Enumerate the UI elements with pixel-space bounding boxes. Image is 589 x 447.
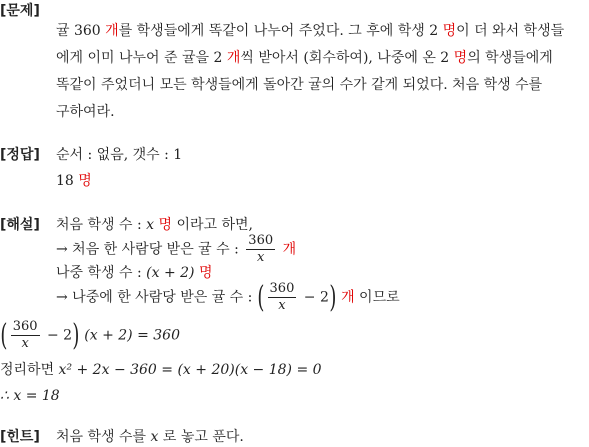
solution-line-5: ( $\frac{360}{x}$ − 2) (x + 2) = 360: [0, 317, 180, 353]
problem-line-1: 귤 360 개를 학생들에게 똑같이 나누어 주었다. 그 후에 학생 2 명이 더 와서 학생들: [56, 23, 565, 39]
solution-line-1: 처음 학생 수 : x 명 이라고 하면,: [56, 217, 254, 233]
solution-line-7: ∴ x = 18: [0, 388, 60, 404]
solution-line-6: 정리하면 x² + 2x − 360 = (x + 20)(x − 18) = 0: [0, 362, 322, 378]
fraction: $\frac{360}{x}$: [12, 319, 38, 351]
answer-line-2: 18 명: [56, 173, 92, 189]
fraction: $\frac{360}{x}$: [248, 233, 274, 265]
answer-line-1: 순서 : 없음, 갯수 : 1: [56, 147, 183, 163]
fraction: $\frac{360}{x}$: [269, 281, 295, 313]
problem-line-2: 에게 이미 나누어 준 귤을 2 개씩 받아서 (회수하여), 나중에 온 2 명의 학생들에게: [56, 50, 553, 66]
answer-tag: [정답]: [0, 147, 40, 163]
solution-line-3: 나중 학생 수 : (x + 2) 명: [56, 265, 213, 281]
solution-tag: [해설]: [0, 217, 40, 233]
problem-line-3: 똑같이 주었더니 모든 학생들에게 돌아간 귤의 수가 같게 되었다. 처음 학생 수를: [56, 77, 543, 93]
solution-line-2: → 처음 한 사람당 받은 귤 수 : $\frac{360}{x}$ 개: [56, 233, 297, 265]
problem-tag: [문제]: [0, 3, 40, 19]
hint-tag: [힌트]: [0, 429, 40, 445]
solution-line-4: → 나중에 한 사람당 받은 귤 수 : ( $\frac{360}{x}$ − 2) 개 이므로: [56, 279, 400, 315]
hint-line: 처음 학생 수를 x 로 놓고 푼다.: [56, 429, 244, 445]
problem-line-4: 구하여라.: [56, 104, 115, 120]
